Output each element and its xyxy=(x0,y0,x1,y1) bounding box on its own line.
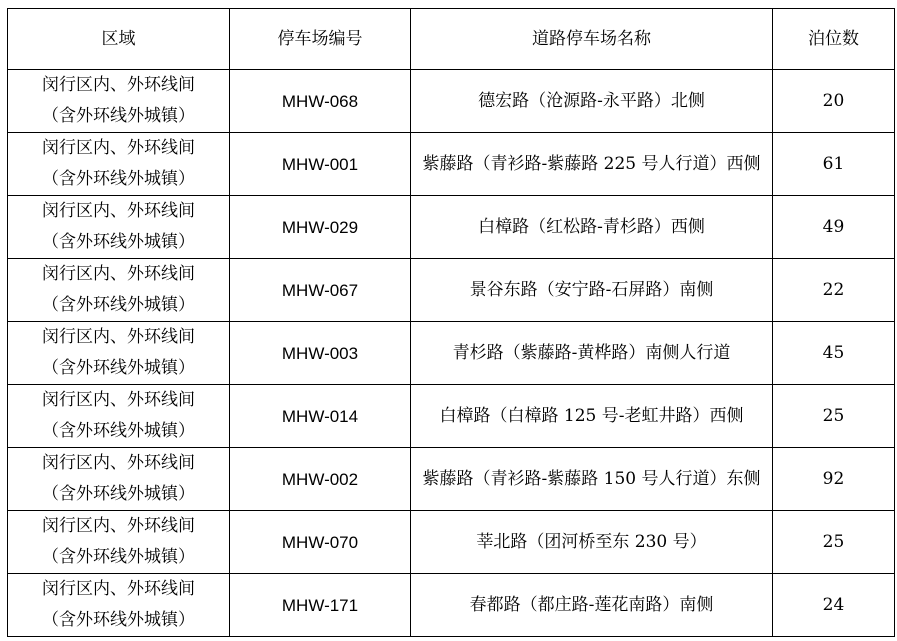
code-cell: MHW-067 xyxy=(230,259,411,322)
district-line-2: （含外环线外城镇） xyxy=(42,232,195,252)
table-row xyxy=(8,259,895,322)
table-row xyxy=(8,511,895,574)
name-cell: 青杉路（紫藤路-黄桦路）南侧人行道 xyxy=(411,322,773,385)
district-line-2: （含外环线外城镇） xyxy=(42,358,195,378)
district-line-1: 闵行区内、外环线间 xyxy=(42,327,195,347)
table-header-row xyxy=(8,9,895,70)
header-code: 停车场编号 xyxy=(230,9,411,70)
table-row xyxy=(8,196,895,259)
table-row xyxy=(8,133,895,196)
header-district: 区域 xyxy=(8,9,230,70)
district-line-1: 闵行区内、外环线间 xyxy=(42,516,195,536)
code-cell: MHW-003 xyxy=(230,322,411,385)
district-line-2: （含外环线外城镇） xyxy=(42,610,195,630)
district-cell xyxy=(8,133,230,196)
name-cell: 春都路（都庄路-莲花南路）南侧 xyxy=(411,574,773,637)
code-cell: MHW-014 xyxy=(230,385,411,448)
district-line-1: 闵行区内、外环线间 xyxy=(42,201,195,221)
spaces-cell: 49 xyxy=(773,196,895,259)
table-row xyxy=(8,448,895,511)
spaces-cell: 22 xyxy=(773,259,895,322)
spaces-cell: 45 xyxy=(773,322,895,385)
code-cell: MHW-001 xyxy=(230,133,411,196)
code-cell: MHW-068 xyxy=(230,70,411,133)
spaces-cell: 20 xyxy=(773,70,895,133)
name-cell: 紫藤路（青衫路-紫藤路 150 号人行道）东侧 xyxy=(411,448,773,511)
table-row xyxy=(8,322,895,385)
district-line-1: 闵行区内、外环线间 xyxy=(42,453,195,473)
name-cell: 白樟路（白樟路 125 号-老虹井路）西侧 xyxy=(411,385,773,448)
code-cell: MHW-171 xyxy=(230,574,411,637)
district-cell xyxy=(8,322,230,385)
name-cell: 德宏路（沧源路-永平路）北侧 xyxy=(411,70,773,133)
district-line-2: （含外环线外城镇） xyxy=(42,106,195,126)
code-cell: MHW-029 xyxy=(230,196,411,259)
spaces-cell: 24 xyxy=(773,574,895,637)
district-cell xyxy=(8,448,230,511)
district-cell xyxy=(8,574,230,637)
district-cell xyxy=(8,385,230,448)
spaces-cell: 92 xyxy=(773,448,895,511)
district-line-2: （含外环线外城镇） xyxy=(42,421,195,441)
name-cell: 紫藤路（青衫路-紫藤路 225 号人行道）西侧 xyxy=(411,133,773,196)
district-cell xyxy=(8,196,230,259)
name-cell: 莘北路（团河桥至东 230 号） xyxy=(411,511,773,574)
district-line-2: （含外环线外城镇） xyxy=(42,484,195,504)
spaces-cell: 61 xyxy=(773,133,895,196)
header-spaces: 泊位数 xyxy=(773,9,895,70)
district-cell xyxy=(8,70,230,133)
table-row xyxy=(8,70,895,133)
district-line-1: 闵行区内、外环线间 xyxy=(42,579,195,599)
district-line-1: 闵行区内、外环线间 xyxy=(42,75,195,95)
district-line-1: 闵行区内、外环线间 xyxy=(42,390,195,410)
parking-table xyxy=(7,8,895,637)
spaces-cell: 25 xyxy=(773,385,895,448)
district-line-1: 闵行区内、外环线间 xyxy=(42,264,195,284)
spaces-cell: 25 xyxy=(773,511,895,574)
district-line-2: （含外环线外城镇） xyxy=(42,169,195,189)
table-row xyxy=(8,385,895,448)
header-name: 道路停车场名称 xyxy=(411,9,773,70)
district-line-2: （含外环线外城镇） xyxy=(42,547,195,567)
district-line-2: （含外环线外城镇） xyxy=(42,295,195,315)
code-cell: MHW-002 xyxy=(230,448,411,511)
district-cell xyxy=(8,259,230,322)
name-cell: 白樟路（红松路-青杉路）西侧 xyxy=(411,196,773,259)
table-row xyxy=(8,574,895,637)
district-line-1: 闵行区内、外环线间 xyxy=(42,138,195,158)
code-cell: MHW-070 xyxy=(230,511,411,574)
district-cell xyxy=(8,511,230,574)
name-cell: 景谷东路（安宁路-石屏路）南侧 xyxy=(411,259,773,322)
